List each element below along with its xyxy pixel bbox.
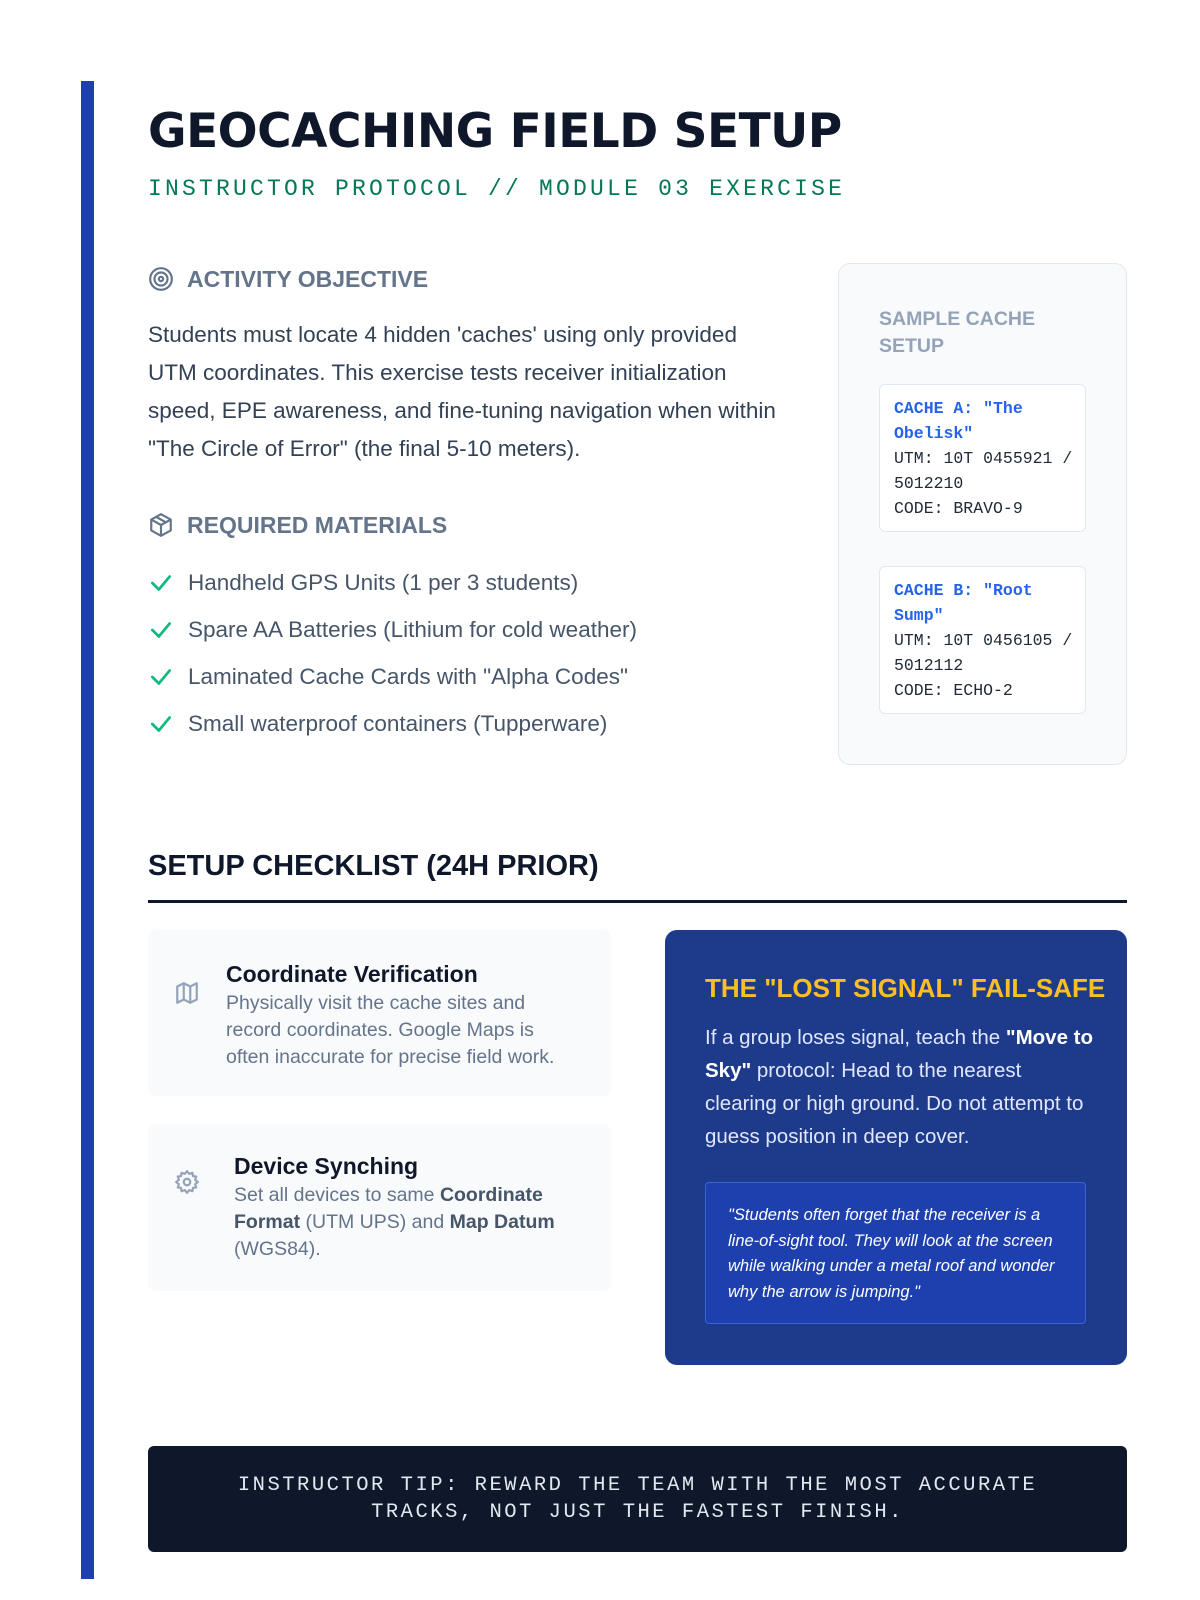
failsafe-title: THE "LOST SIGNAL" FAIL-SAFE [705,973,1106,1003]
step-description: Set all devices to same Coordinate Format (UTM UPS) and Map Datum (WGS84). [234,1184,555,1260]
gear-icon [174,1169,200,1195]
list-item [148,559,637,606]
coordinate-verification-card [148,930,611,1096]
check-icon [148,617,174,643]
list-item [148,606,637,653]
page-subtitle: INSTRUCTOR PROTOCOL // MODULE 03 EXERCISE [148,176,846,202]
list-item [148,653,637,700]
check-icon [148,711,174,737]
cache-code: CODE: BRAVO-9 [894,499,1023,518]
left-accent-bar [81,81,94,1579]
check-icon [148,570,174,596]
cache-card [879,384,1086,532]
cache-name: CACHE B: "Root Sump" [894,581,1033,625]
device-synching-card [148,1124,611,1291]
cache-name: CACHE A: "The Obelisk" [894,399,1023,443]
cache-utm: UTM: 10T 0456105 / 5012112 [894,631,1073,675]
materials-heading [148,512,447,538]
package-icon [148,512,174,538]
cache-code: CODE: ECHO-2 [894,681,1013,700]
material-label: Laminated Cache Cards with "Alpha Codes" [188,663,628,689]
checklist-divider [148,900,1127,903]
check-icon [148,664,174,690]
objective-heading-label: ACTIVITY OBJECTIVE [187,265,429,292]
material-label: Spare AA Batteries (Lithium for cold weather) [188,616,637,642]
cache-utm: UTM: 10T 0455921 / 5012210 [894,449,1073,493]
target-icon [148,266,174,292]
instructor-tip: INSTRUCTOR TIP: REWARD THE TEAM WITH THE MOST ACCURATE TRACKS, NOT JUST THE FASTEST FINISH. [148,1446,1127,1552]
step-title: Device Synching [234,1153,419,1179]
instructor-quote: "Students often forget that the receiver is a line-of-sight tool. They will look at the screen while walking under a metal roof and wonder why the arrow is jumping." [705,1182,1086,1324]
sample-cache-title: SAMPLE CACHE SETUP [879,308,1036,357]
checklist-heading: SETUP CHECKLIST (24H PRIOR) [148,850,599,882]
list-item [148,700,637,747]
step-title: Coordinate Verification [226,961,478,987]
page-title: GEOCACHING FIELD SETUP [148,104,842,159]
cache-card [879,566,1086,714]
objective-text: Students must locate 4 hidden 'caches' using only provided UTM coordinates. This exercise tests receiver initialization speed, EPE awareness, and fine-tuning navigation when within "The Circle of Error" (the final 5-10 meters). [148,322,776,461]
sample-cache-panel [838,263,1127,765]
materials-heading-label: REQUIRED MATERIALS [187,511,448,538]
materials-list [148,559,637,747]
material-label: Handheld GPS Units (1 per 3 students) [188,569,579,595]
map-icon [174,980,200,1006]
material-label: Small waterproof containers (Tupperware) [188,710,608,736]
lost-signal-failsafe-card [665,930,1127,1365]
step-description: Physically visit the cache sites and record coordinates. Google Maps is often inaccurate for precise field work. [226,992,555,1068]
failsafe-text: If a group loses signal, teach the "Move to Sky" protocol: Head to the nearest clearing or high ground. Do not attempt to guess position in deep cover. [705,1026,1094,1148]
objective-heading [148,266,428,292]
